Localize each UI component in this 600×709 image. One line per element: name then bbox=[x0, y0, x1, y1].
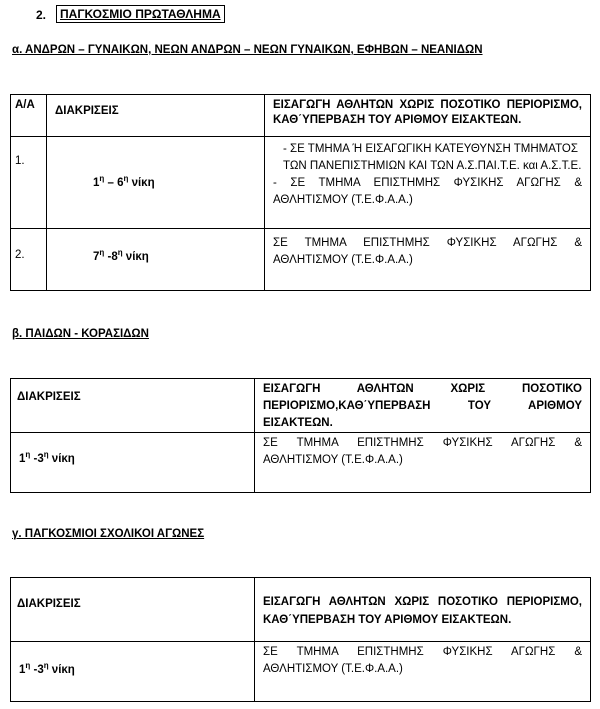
table-header-row bbox=[11, 379, 591, 433]
distinctions-header bbox=[47, 95, 265, 137]
distinction-part: 1 bbox=[19, 664, 26, 676]
distinction-superscript: η bbox=[123, 174, 129, 184]
section-b-table bbox=[10, 378, 591, 493]
distinction-part: 1 bbox=[19, 453, 26, 465]
table-header-row bbox=[11, 578, 591, 642]
distinction-superscript: η bbox=[43, 661, 49, 671]
aa-header-label: Α/Α bbox=[15, 99, 35, 111]
admission-header-line: ΚΑΘ΄ΥΠΕΡΒΑΣΗ ΤΟΥ ΑΡΙΘΜΟΥ ΕΙΣΑΚΤΕΩΝ. bbox=[263, 614, 512, 626]
distinction-superscript: η bbox=[25, 661, 31, 671]
section-c-title: γ. ΠΑΓΚΟΣΜΙΟΙ ΣΧΟΛΙΚΟΙ ΑΓΩΝΕΣ bbox=[12, 528, 205, 540]
admission-cell bbox=[255, 433, 591, 493]
distinction-part: 7 bbox=[93, 251, 100, 263]
admission-cell bbox=[265, 137, 591, 229]
distinction-part: νίκη bbox=[128, 177, 155, 189]
heading-title: ΠΑΓΚΟΣΜΙΟ ΠΡΩΤΑΘΛΗΜΑ bbox=[56, 5, 225, 23]
distinction-part: νίκη bbox=[48, 453, 75, 465]
distinction-cell bbox=[11, 433, 255, 493]
distinction-part: νίκη bbox=[48, 664, 75, 676]
distinction-superscript: η bbox=[99, 174, 105, 184]
admission-line: ΑΘΛΗΤΙΣΜΟΥ (Τ.Ε.Φ.Α.Α.) bbox=[263, 454, 403, 466]
heading-number: 2. bbox=[36, 8, 47, 22]
distinction-part: -3 bbox=[30, 664, 44, 676]
distinction-part: νίκη bbox=[122, 251, 149, 263]
admission-line: ΑΘΛΗΤΙΣΜΟΥ (Τ.Ε.Φ.Α.Α.) bbox=[273, 194, 413, 206]
distinction-superscript: η bbox=[99, 248, 105, 258]
admission-header-line: ΠΕΡΙΟΡΙΣΜΟ,ΚΑΘ΄ΥΠΕΡΒΑΣΗ ΤΟΥ ΑΡΙΘΜΟΥ bbox=[263, 400, 582, 412]
admission-header bbox=[255, 379, 591, 433]
table-row bbox=[11, 137, 591, 229]
distinction-cell bbox=[47, 137, 265, 229]
admission-header-line: ΕΙΣΑΓΩΓΗ ΑΘΛΗΤΩΝ ΧΩΡΙΣ ΠΟΣΟΤΙΚΟ ΠΕΡΙΟΡΙΣΜΟ, bbox=[263, 596, 582, 608]
row-number bbox=[11, 229, 47, 291]
distinction-part: 1 bbox=[93, 177, 100, 189]
admission-line: ΣΕ ΤΜΗΜΑ ΕΠΙΣΤΗΜΗΣ ΦΥΣΙΚΗΣ ΑΓΩΓΗΣ & bbox=[263, 437, 582, 449]
distinction-cell bbox=[11, 642, 255, 702]
distinctions-header bbox=[11, 578, 255, 642]
distinction-superscript: η bbox=[117, 248, 123, 258]
admission-header-line: ΕΙΣΑΓΩΓΗ ΑΘΛΗΤΩΝ ΧΩΡΙΣ ΠΟΣΟΤΙΚΟ ΠΕΡΙΟΡΙΣΜΟ, bbox=[273, 99, 582, 111]
distinctions-header-label: ΔΙΑΚΡΙΣΕΙΣ bbox=[17, 391, 81, 403]
distinction-part: -8 bbox=[104, 251, 118, 263]
section-a-table bbox=[10, 94, 591, 291]
admission-line: ΑΘΛΗΤΙΣΜΟΥ (Τ.Ε.Φ.Α.Α.) bbox=[263, 663, 403, 675]
admission-line: - ΣΕ ΤΜΗΜΑ Ή ΕΙΣΑΓΩΓΙΚΗ ΚΑΤΕΥΘΥΝΣΗ ΤΜΗΜΑΤΟΣ bbox=[283, 143, 578, 155]
admission-cell bbox=[265, 229, 591, 291]
admission-line: ΣΕ ΤΜΗΜΑ ΕΠΙΣΤΗΜΗΣ ΦΥΣΙΚΗΣ ΑΓΩΓΗΣ & bbox=[263, 646, 582, 658]
table-row bbox=[11, 642, 591, 702]
row-number-label: 1. bbox=[15, 155, 25, 167]
section-b-title: β. ΠΑΙΔΩΝ - ΚΟΡΑΣΙΔΩΝ bbox=[12, 328, 149, 340]
row-number bbox=[11, 137, 47, 229]
admission-header-line: ΕΙΣΑΚΤΕΩΝ. bbox=[263, 417, 333, 429]
distinction-superscript: η bbox=[43, 450, 49, 460]
table-header-row bbox=[11, 95, 591, 137]
admission-line: ΤΩΝ ΠΑΝΕΠΙΣΤΗΜΙΩΝ ΚΑΙ ΤΩΝ Α.Σ.ΠΑΙ.Τ.Ε. και Α.Σ.Τ.Ε. bbox=[283, 160, 582, 172]
table-row bbox=[11, 229, 591, 291]
table-row bbox=[11, 433, 591, 493]
distinction-cell bbox=[47, 229, 265, 291]
admission-cell bbox=[255, 642, 591, 702]
row-number-label: 2. bbox=[15, 249, 25, 261]
admission-line: ΣΕ ΤΜΗΜΑ ΕΠΙΣΤΗΜΗΣ ΦΥΣΙΚΗΣ ΑΓΩΓΗΣ & bbox=[273, 237, 582, 249]
aa-header bbox=[11, 95, 47, 137]
section-a-title: α. ΑΝΔΡΩΝ – ΓΥΝΑΙΚΩΝ, ΝΕΩΝ ΑΝΔΡΩΝ – ΝΕΩΝ ΓΥΝΑΙΚΩΝ, ΕΦΗΒΩΝ – ΝΕΑΝΙΔΩΝ bbox=[12, 44, 483, 56]
section-c-table bbox=[10, 577, 591, 702]
admission-header-line: ΚΑΘ΄ΥΠΕΡΒΑΣΗ ΤΟΥ ΑΡΙΘΜΟΥ ΕΙΣΑΚΤΕΩΝ. bbox=[273, 114, 522, 126]
admission-line: ΑΘΛΗΤΙΣΜΟΥ (Τ.Ε.Φ.Α.Α.) bbox=[273, 254, 413, 266]
distinction-part: – 6 bbox=[104, 177, 124, 189]
admission-line: - ΣΕ ΤΜΗΜΑ ΕΠΙΣΤΗΜΗΣ ΦΥΣΙΚΗΣ ΑΓΩΓΗΣ & bbox=[273, 177, 582, 189]
distinctions-header-label: ΔΙΑΚΡΙΣΕΙΣ bbox=[55, 105, 119, 117]
distinctions-header-label: ΔΙΑΚΡΙΣΕΙΣ bbox=[17, 598, 81, 610]
admission-header bbox=[255, 578, 591, 642]
admission-header bbox=[265, 95, 591, 137]
admission-header-line: ΕΙΣΑΓΩΓΗ ΑΘΛΗΤΩΝ ΧΩΡΙΣ ΠΟΣΟΤΙΚΟ bbox=[263, 383, 582, 395]
distinctions-header bbox=[11, 379, 255, 433]
distinction-superscript: η bbox=[25, 450, 31, 460]
distinction-part: -3 bbox=[30, 453, 44, 465]
